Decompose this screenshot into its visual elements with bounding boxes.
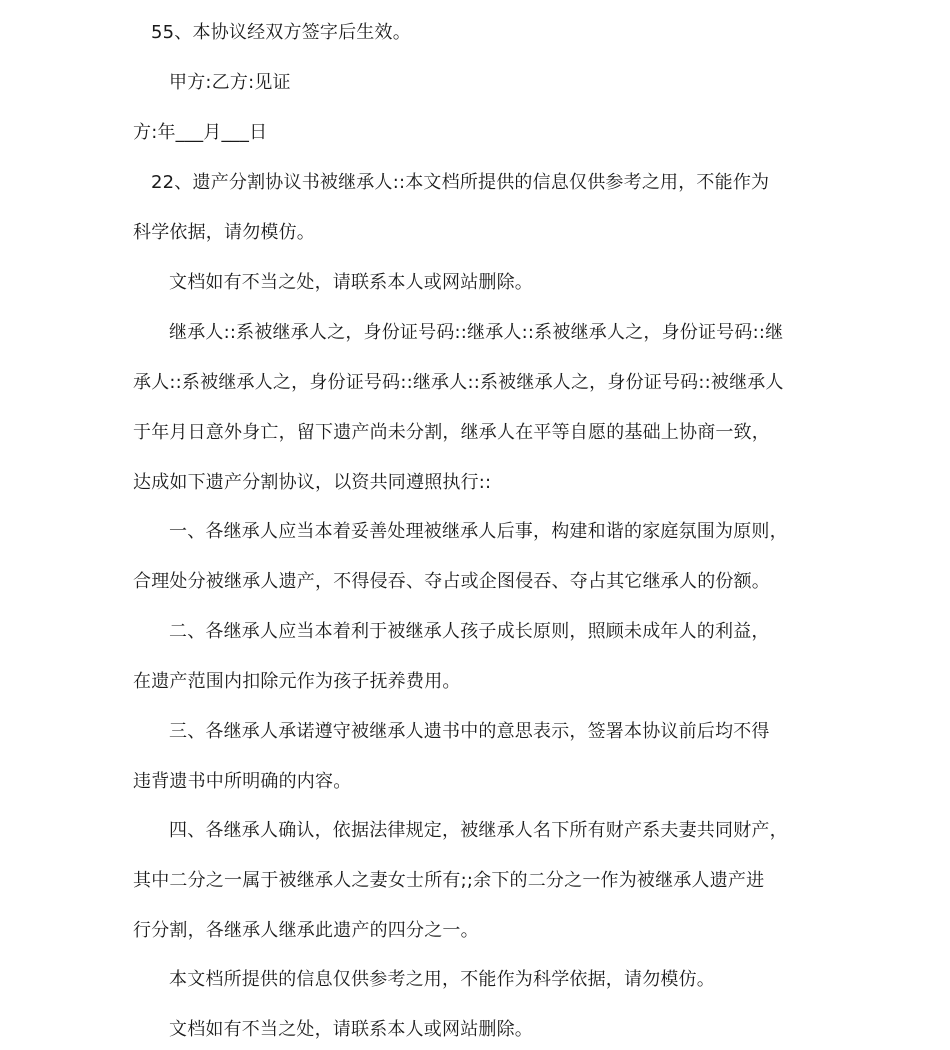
text-line: 一、各继承人应当本着妥善处理被继承人后事，构建和谐的家庭氛围为原则， [169,521,788,542]
text-line: 文档如有不当之处，请联系本人或网站删除。 [169,272,533,293]
text-line: 甲方:乙方:见证 [169,72,291,93]
text-line: 合理处分被继承人遗产，不得侵吞、夺占或企图侵吞、夺占其它继承人的份额。 [133,571,770,592]
text-line: 达成如下遗产分割协议，以资共同遵照执行:: [133,472,492,493]
text-line: 继承人::系被继承人之，身份证号码::继承人::系被继承人之，身份证号码::继 [169,322,784,343]
text-line: 方:年___月___日 [133,122,268,143]
text-line: 在遗产范围内扣除元作为孩子抚养费用。 [133,671,461,692]
text-line: 于年月日意外身亡，留下遗产尚未分割，继承人在平等自愿的基础上协商一致， [133,422,770,443]
text-line: 22、遗产分割协议书被继承人::本文档所提供的信息仅供参考之用，不能作为 [151,172,770,193]
text-line: 其中二分之一属于被继承人之妻女士所有;;余下的二分之一作为被继承人遗产进 [133,870,765,891]
text-line: 三、各继承人承诺遵守被继承人遗书中的意思表示，签署本协议前后均不得 [169,721,770,742]
text-line: 55、本协议经双方签字后生效。 [151,22,411,43]
text-line: 二、各继承人应当本着利于被继承人孩子成长原则，照顾未成年人的利益， [169,621,770,642]
text-line: 四、各继承人确认，依据法律规定，被继承人名下所有财产系夫妻共同财产， [169,820,788,841]
text-line: 行分割，各继承人继承此遗产的四分之一。 [133,920,479,941]
text-line: 科学依据，请勿模仿。 [133,222,315,243]
text-line: 承人::系被继承人之，身份证号码::继承人::系被继承人之，身份证号码::被继承人 [133,372,784,393]
text-line: 本文档所提供的信息仅供参考之用，不能作为科学依据，请勿模仿。 [169,969,715,990]
text-line: 文档如有不当之处，请联系本人或网站删除。 [169,1019,533,1040]
text-line: 违背遗书中所明确的内容。 [133,771,352,792]
